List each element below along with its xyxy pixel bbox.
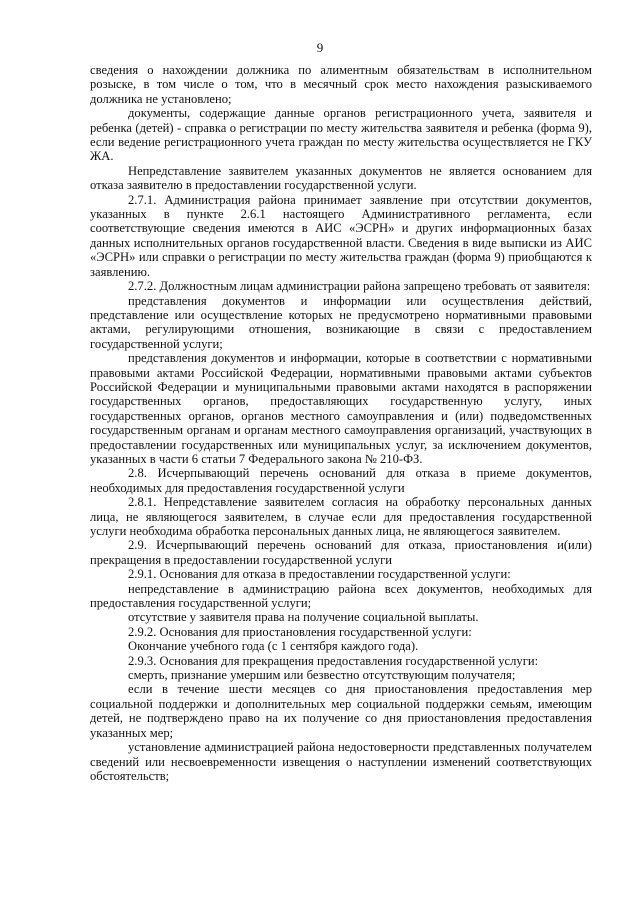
paragraph: Окончание учебного года (с 1 сентября каждого года). <box>128 639 419 654</box>
paragraph: 2.9.2. Основания для приостановления государственной услуги: <box>128 624 472 639</box>
paragraph: 2.9.1. Основания для отказа в предоставлении государственной услуги: <box>128 567 511 582</box>
paragraph: 2.8.1. Непредставление заявителем согласия на обработку персональных данных лица, не являющегося заявителем, в случае если для предоставления государственной услуги необходима обработка персональных данных лица, не являющегося заявителем. <box>90 495 592 538</box>
paragraph: смерть, признание умершим или безвестно отсутствующим получателя; <box>128 668 516 683</box>
paragraph: Непредставление заявителем указанных документов не является основанием для отказа заявителю в предоставлении государственной услуги. <box>90 163 592 193</box>
paragraph: представления документов и информации, которые в соответствии с нормативными правовыми актами Российской Федерации, нормативными правовыми актами субъектов Российской Федерации и муниципальными правовыми актами находятся в распоряжении государственных органов, предоставляющих государственную услугу, иных государственных органов, органов местного самоуправления и (или) подведомственных государственным органам и органам местного самоуправления организаций, участвующих в предоставлении государственных или муниципальных услуг, за исключением документов, указанных в части 6 статьи 7 Федерального закона № 210-ФЗ. <box>90 351 592 466</box>
paragraph: 2.9. Исчерпывающий перечень оснований для отказа, приостановления и(или) прекращения в предоставлении государственной услуги <box>90 538 592 567</box>
paragraph: если в течение шести месяцев со дня приостановления предоставления мер социальной поддержки и дополнительных мер социальной поддержки семьям, имеющим детей, не подтверждено право на их получение со дня приостановления предоставления указанных мер; <box>90 682 592 740</box>
paragraph: документы, содержащие данные органов регистрационного учета, заявителя и ребенка (детей) - справка о регистрации по месту жительства заявителя и ребенка (форма 9), если ведение регистрационного учета граждан по месту жительства осуществляется не ГКУ ЖА. <box>90 106 592 164</box>
paragraph: установление администрацией района недостоверности представленных получателем сведений или несвоевременности извещения о наступлении изменений соответствующих обстоятельств; <box>90 740 592 783</box>
document-body <box>90 63 592 783</box>
page-number: 9 <box>316 40 324 55</box>
paragraph: представления документов и информации или осуществления действий, представление или осуществление которых не предусмотрено нормативными правовыми актами, регулирующими отношения, возникающие в связи с предоставлением государственной услуги; <box>90 293 592 351</box>
paragraph: 2.8. Исчерпывающий перечень оснований для отказа в приеме документов, необходимых для предоставления государственной услуги <box>90 466 592 495</box>
paragraph: отсутствие у заявителя права на получение социальной выплаты. <box>128 610 479 625</box>
paragraph: 2.7.2. Должностным лицам администрации района запрещено требовать от заявителя: <box>128 279 591 294</box>
paragraph: 2.7.1. Администрация района принимает заявление при отсутствии документов, указанных в пункте 2.6.1 настоящего Административного регламента, если соответствующие сведения имеются в АИС «ЭСРН» и других информационных базах данных исполнительных органов государственной власти. Сведения в виде выписки из АИС «ЭСРН» или справки о регистрации по месту жительства граждан (форма 9) приобщаются к заявлению. <box>90 192 592 279</box>
paragraph: сведения о нахождении должника по алиментным обязательствам в исполнительном розыске, в том числе о том, что в месячный срок место нахождения разыскиваемого должника не установлено; <box>90 63 592 106</box>
paragraph: 2.9.3. Основания для прекращения предоставления государственной услуги: <box>128 653 539 668</box>
paragraph: непредставление в администрацию района всех документов, необходимых для предоставления государственной услуги; <box>90 581 592 611</box>
